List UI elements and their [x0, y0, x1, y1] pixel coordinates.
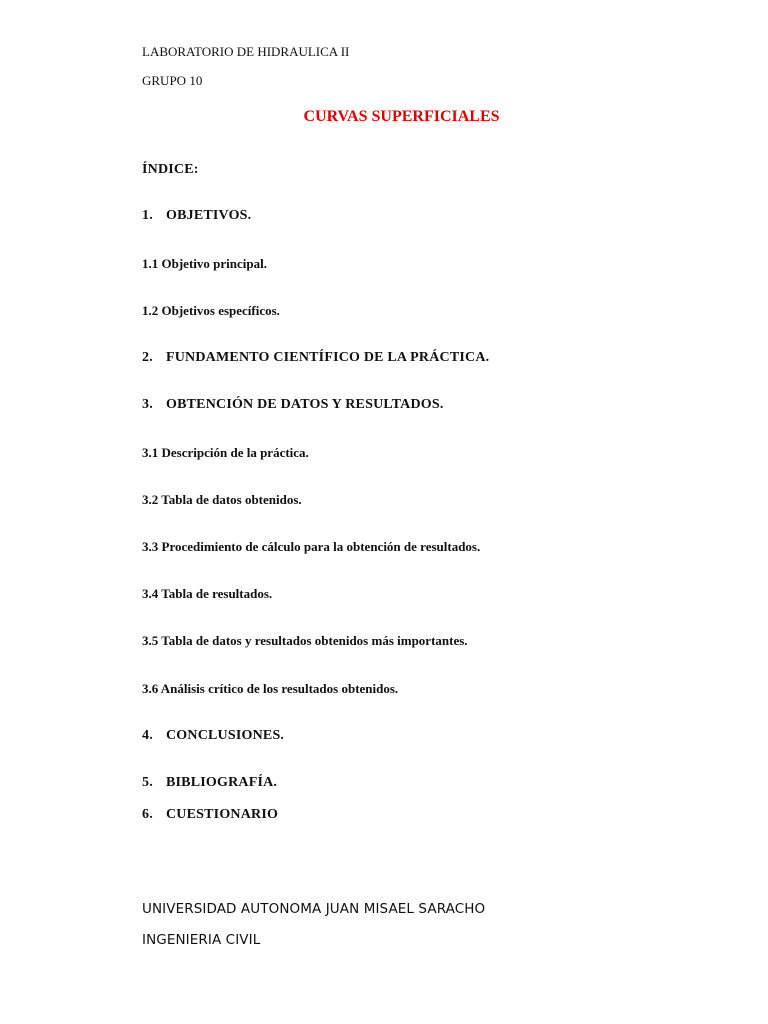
index-item: [142, 776, 277, 790]
index-item-number: 6.: [142, 807, 153, 822]
university-name: UNIVERSIDAD AUTONOMA JUAN MISAEL SARACHO: [142, 901, 486, 917]
index-item: [142, 398, 444, 412]
index-item: 3.6 Análisis crítico de los resultados obtenidos.: [142, 681, 399, 696]
index-heading: ÍNDICE:: [142, 162, 199, 177]
index-item-number: 3.: [142, 397, 153, 412]
career-name: INGENIERIA CIVIL: [142, 932, 261, 948]
index-item-text: BIBLIOGRAFÍA.: [166, 775, 278, 790]
index-item-text: FUNDAMENTO CIENTÍFICO DE LA PRÁCTICA.: [166, 350, 490, 365]
index-item: [142, 808, 278, 822]
index-item-text: OBTENCIÓN DE DATOS Y RESULTADOS.: [166, 397, 444, 412]
lab-name: LABORATORIO DE HIDRAULICA II: [142, 44, 350, 59]
index-item: [142, 729, 284, 743]
index-item: [142, 351, 489, 365]
index-item-number: 1.: [142, 208, 153, 223]
index-item: 1.1 Objetivo principal.: [142, 256, 267, 271]
document-title: CURVAS SUPERFICIALES: [303, 108, 500, 125]
index-item-text: CUESTIONARIO: [166, 807, 279, 822]
index-item: 3.5 Tabla de datos y resultados obtenidos más importantes.: [142, 633, 468, 648]
index-item-text: CONCLUSIONES.: [166, 728, 285, 743]
index-item: 3.4 Tabla de resultados.: [142, 586, 273, 601]
index-item-text: OBJETIVOS.: [166, 208, 252, 223]
index-item: [142, 209, 251, 223]
index-item-number: 2.: [142, 350, 153, 365]
group-name: GRUPO 10: [142, 73, 203, 88]
index-item: 1.2 Objetivos específicos.: [142, 303, 280, 318]
index-item-number: 4.: [142, 728, 153, 743]
index-item: 3.3 Procedimiento de cálculo para la obtención de resultados.: [142, 539, 481, 554]
index-item-number: 5.: [142, 775, 153, 790]
index-item: 3.1 Descripción de la práctica.: [142, 445, 309, 460]
index-item: 3.2 Tabla de datos obtenidos.: [142, 492, 302, 507]
